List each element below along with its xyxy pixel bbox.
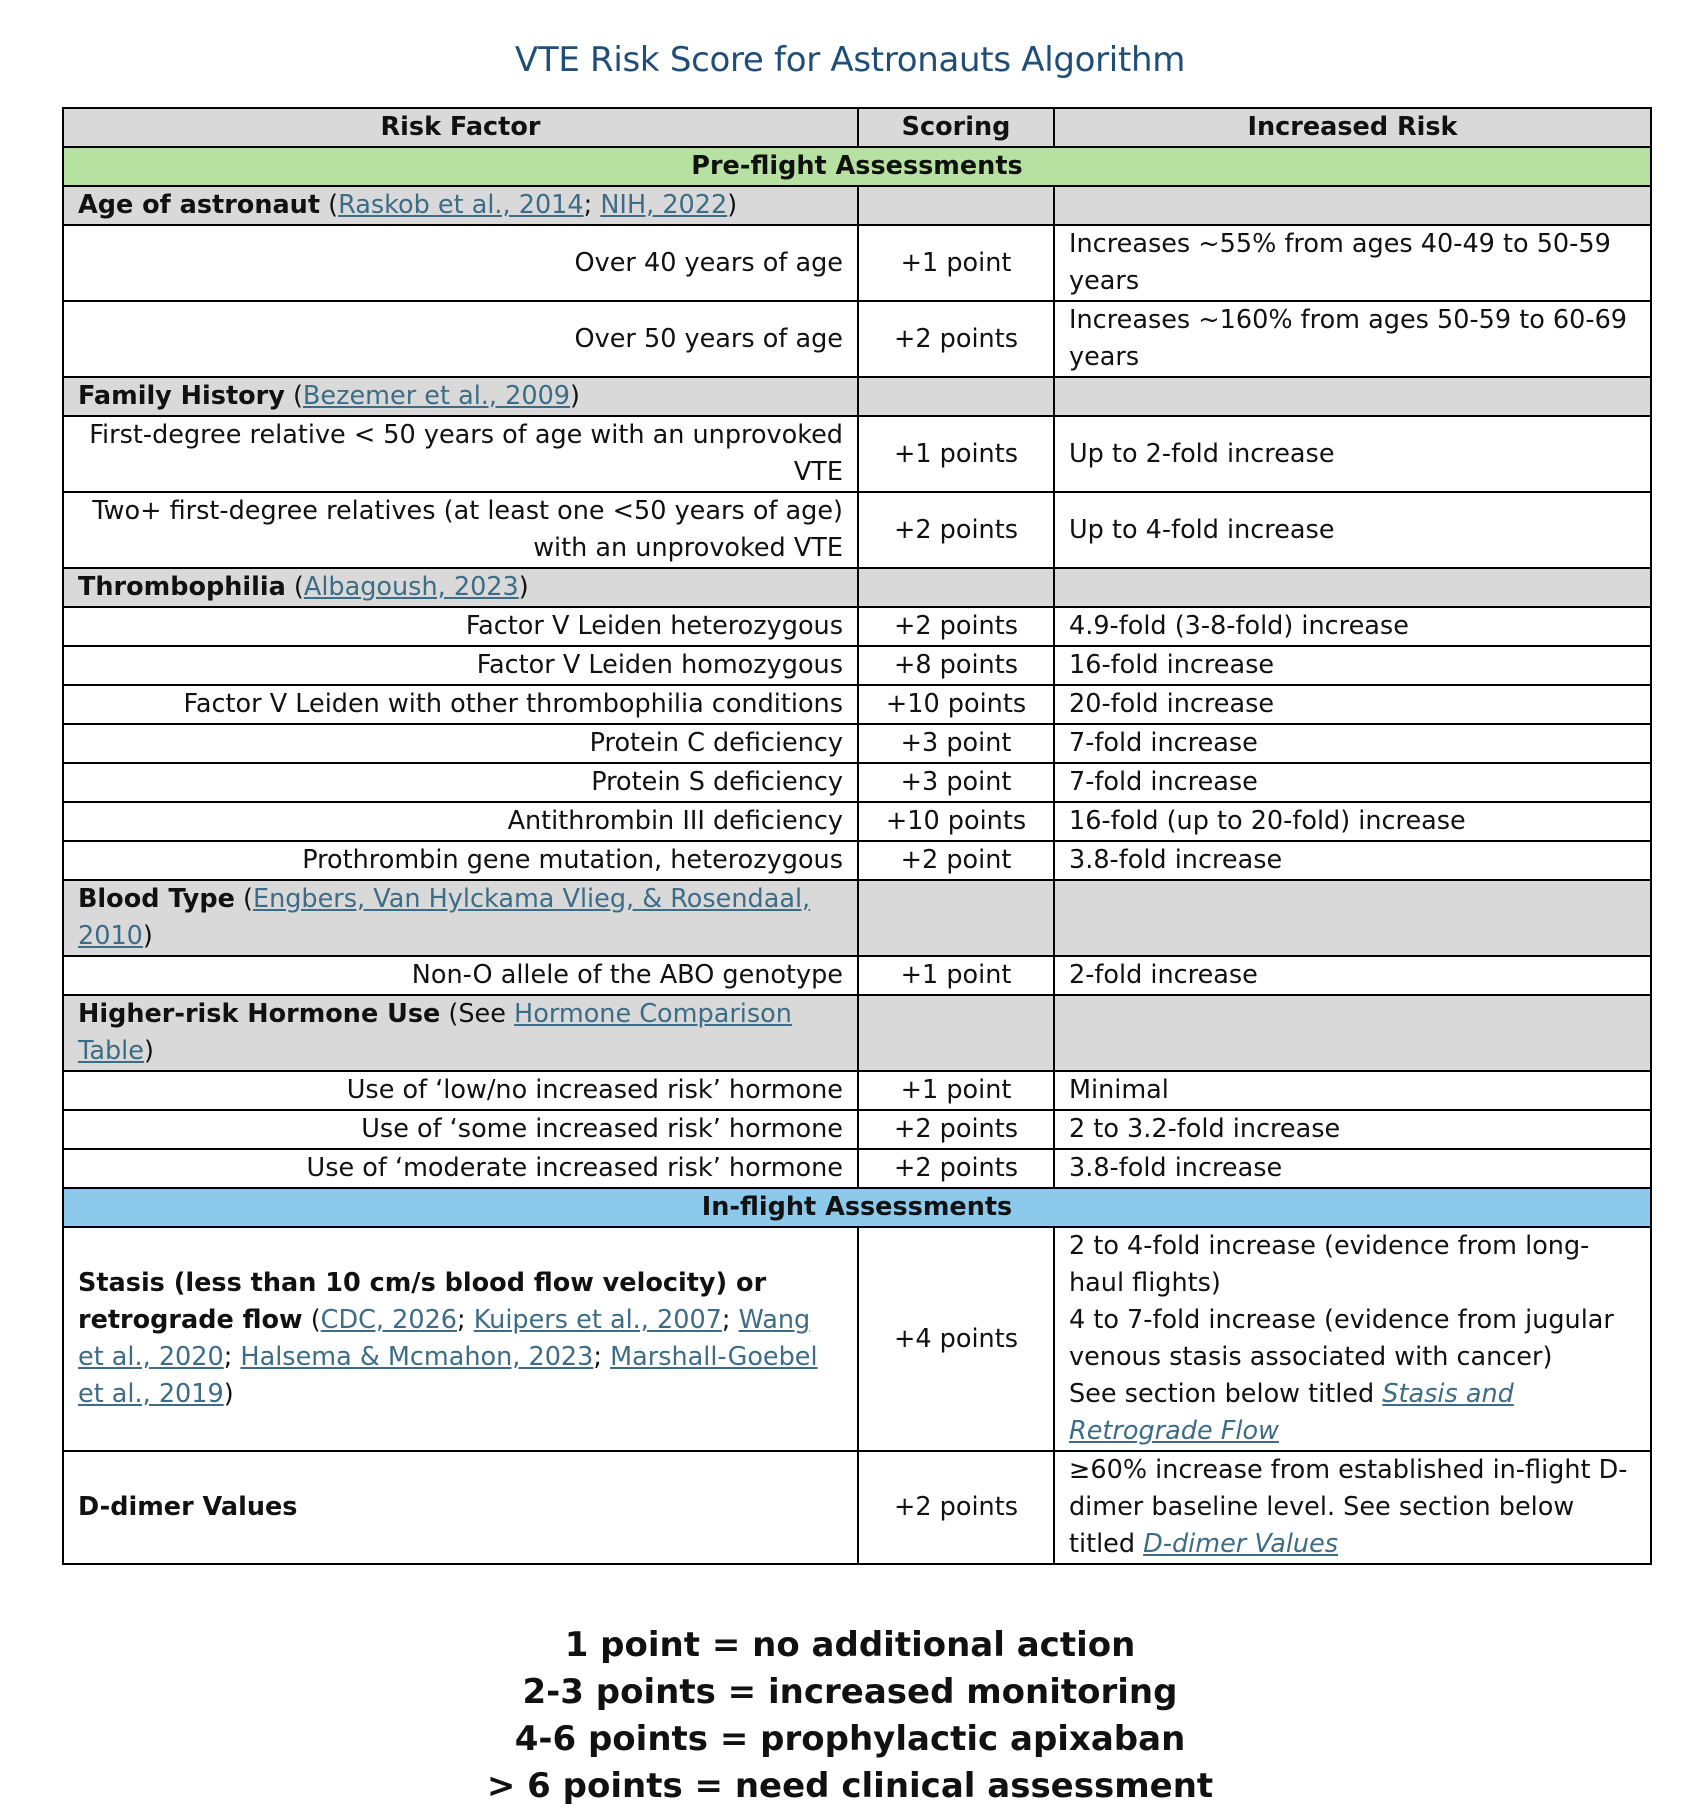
risk-text: ≥60% increase from established in-flight D-dimer baseline level. See section below titled xyxy=(1069,1455,1628,1559)
risk-cell xyxy=(1054,1451,1651,1564)
risk-cell: 2 to 3.2-fold increase xyxy=(1054,1110,1651,1149)
paren: ) xyxy=(143,1036,154,1066)
risk-cell: Up to 4-fold increase xyxy=(1054,492,1651,568)
category-label: Blood Type xyxy=(78,884,235,914)
risk-cell: Increases ~160% from ages 50-59 to 60-69 years xyxy=(1054,301,1651,377)
paren: ( xyxy=(302,1305,321,1335)
category-hormone xyxy=(63,995,858,1071)
table-row xyxy=(63,802,1651,841)
ddimer-factor-cell: D-dimer Values xyxy=(63,1451,858,1564)
score-cell: +10 points xyxy=(858,685,1054,724)
risk-cell: 7-fold increase xyxy=(1054,724,1651,763)
paren: ( xyxy=(320,190,339,220)
score-cell: +4 points xyxy=(858,1227,1054,1451)
risk-cell: 4.9-fold (3-8-fold) increase xyxy=(1054,607,1651,646)
paren: ) xyxy=(223,1379,234,1409)
paren: (See xyxy=(440,999,515,1029)
table-row xyxy=(63,956,1651,995)
paren: ) xyxy=(727,190,738,220)
risk-cell: 3.8-fold increase xyxy=(1054,1149,1651,1188)
empty-cell xyxy=(858,377,1054,416)
table-row xyxy=(63,1110,1651,1149)
factor-cell: Factor V Leiden with other thrombophilia conditions xyxy=(63,685,858,724)
score-cell: +3 point xyxy=(858,724,1054,763)
category-label: Thrombophilia xyxy=(78,572,286,602)
header-scoring: Scoring xyxy=(858,108,1054,147)
citation-link[interactable]: Wang et al., 2020 xyxy=(78,1305,811,1372)
legend-line: 1 point = no additional action xyxy=(564,1625,1136,1665)
table-row xyxy=(63,763,1651,802)
table-row xyxy=(63,646,1651,685)
category-blood-type xyxy=(63,880,858,956)
header-risk-factor: Risk Factor xyxy=(63,108,858,147)
paren: ( xyxy=(284,381,303,411)
score-cell: +2 points xyxy=(858,492,1054,568)
legend-line: > 6 points = need clinical assessment xyxy=(486,1766,1214,1806)
header-row xyxy=(63,108,1651,147)
table-row xyxy=(63,841,1651,880)
empty-cell xyxy=(1054,995,1651,1071)
table-row xyxy=(63,492,1651,568)
header-increased-risk: Increased Risk xyxy=(1054,108,1651,147)
separator: ; xyxy=(721,1305,739,1335)
table-row xyxy=(63,416,1651,492)
score-cell: +1 points xyxy=(858,416,1054,492)
category-label: Higher-risk Hormone Use xyxy=(78,999,441,1029)
score-cell: +3 point xyxy=(858,763,1054,802)
factor-cell: Use of ‘moderate increased risk’ hormone xyxy=(63,1149,858,1188)
separator: ; xyxy=(223,1342,241,1372)
score-cell: +2 point xyxy=(858,841,1054,880)
category-family xyxy=(63,377,858,416)
factor-cell: Non-O allele of the ABO genotype xyxy=(63,956,858,995)
citation-link[interactable]: Halsema & Mcmahon, 2023 xyxy=(240,1342,594,1372)
risk-cell: 2-fold increase xyxy=(1054,956,1651,995)
factor-cell: Factor V Leiden heterozygous xyxy=(63,607,858,646)
category-row-thrombophilia xyxy=(63,568,1651,607)
citation-link[interactable]: Albagoush, 2023 xyxy=(303,572,519,602)
factor-cell: Over 40 years of age xyxy=(63,225,858,301)
score-cell: +2 points xyxy=(858,1451,1054,1564)
table-row xyxy=(63,225,1651,301)
risk-cell xyxy=(1054,1227,1651,1451)
category-label: Age of astronaut xyxy=(78,190,321,220)
hormone-table-link[interactable]: Hormone Comparison Table xyxy=(78,999,792,1066)
separator: ; xyxy=(583,190,601,220)
table-row xyxy=(63,301,1651,377)
table-row xyxy=(63,685,1651,724)
factor-cell: Protein S deficiency xyxy=(63,763,858,802)
factor-cell: Use of ‘low/no increased risk’ hormone xyxy=(63,1071,858,1110)
stasis-label: Stasis (less than 10 cm/s blood flow velocity) or retrograde flow xyxy=(78,1268,767,1335)
factor-cell: Over 50 years of age xyxy=(63,301,858,377)
factor-cell: Prothrombin gene mutation, heterozygous xyxy=(63,841,858,880)
factor-cell: First-degree relative < 50 years of age with an unprovoked VTE xyxy=(63,416,858,492)
factor-cell: Use of ‘some increased risk’ hormone xyxy=(63,1110,858,1149)
stasis-section-link[interactable]: Stasis and Retrograde Flow xyxy=(1069,1379,1514,1446)
risk-line: 2 to 4-fold increase (evidence from long-haul flights) xyxy=(1069,1231,1590,1298)
citation-link[interactable]: Engbers, Van Hylckama Vlieg, & Rosendaal, 2010 xyxy=(78,884,811,951)
empty-cell xyxy=(858,568,1054,607)
paren: ) xyxy=(518,572,529,602)
risk-line: 4 to 7-fold increase (evidence from jugular venous stasis associated with cancer) xyxy=(1069,1305,1614,1372)
score-legend xyxy=(0,1622,1700,1810)
risk-line xyxy=(1069,1376,1636,1450)
category-row-blood-type xyxy=(63,880,1651,956)
table-row xyxy=(63,724,1651,763)
paren: ( xyxy=(285,572,304,602)
category-age xyxy=(63,186,858,225)
paren: ( xyxy=(234,884,253,914)
empty-cell xyxy=(1054,568,1651,607)
risk-cell: 20-fold increase xyxy=(1054,685,1651,724)
table-row xyxy=(63,1071,1651,1110)
table-row-ddimer xyxy=(63,1451,1651,1564)
factor-cell: Protein C deficiency xyxy=(63,724,858,763)
risk-cell: Minimal xyxy=(1054,1071,1651,1110)
paren: ) xyxy=(142,921,153,951)
table-row-stasis xyxy=(63,1227,1651,1451)
empty-cell xyxy=(858,186,1054,225)
risk-cell: Increases ~55% from ages 40-49 to 50-59 years xyxy=(1054,225,1651,301)
separator: ; xyxy=(457,1305,474,1335)
empty-cell xyxy=(1054,880,1651,956)
table-row xyxy=(63,607,1651,646)
section-preflight xyxy=(63,147,1651,186)
citation-link[interactable]: Marshall-Goebel et al., 2019 xyxy=(78,1342,818,1409)
citation-link[interactable]: Kuipers et al., 2007 xyxy=(473,1305,722,1335)
page-title: VTE Risk Score for Astronauts Algorithm xyxy=(514,40,1186,80)
score-cell: +10 points xyxy=(858,802,1054,841)
score-cell: +1 point xyxy=(858,225,1054,301)
score-cell: +2 points xyxy=(858,1110,1054,1149)
empty-cell xyxy=(858,995,1054,1071)
section-preflight-label: Pre-flight Assessments xyxy=(63,147,1651,186)
category-thrombophilia xyxy=(63,568,858,607)
factor-cell: Two+ first-degree relatives (at least one <50 years of age) with an unprovoked VTE xyxy=(63,492,858,568)
citation-link[interactable]: CDC, 2026 xyxy=(320,1305,458,1335)
stasis-factor-cell xyxy=(63,1227,858,1451)
category-row-hormone xyxy=(63,995,1651,1071)
score-cell: +2 points xyxy=(858,301,1054,377)
legend-line: 4-6 points = prophylactic apixaban xyxy=(514,1719,1186,1759)
citation-link[interactable]: NIH, 2022 xyxy=(600,190,728,220)
ddimer-section-link[interactable]: D-dimer Values xyxy=(1143,1529,1339,1559)
section-inflight-label: In-flight Assessments xyxy=(63,1188,1651,1227)
paren: ) xyxy=(570,381,580,411)
category-label: Family History xyxy=(78,381,285,411)
score-cell: +2 points xyxy=(858,607,1054,646)
empty-cell xyxy=(1054,186,1651,225)
legend-line: 2-3 points = increased monitoring xyxy=(522,1672,1178,1712)
risk-cell: 3.8-fold increase xyxy=(1054,841,1651,880)
risk-cell: 16-fold (up to 20-fold) increase xyxy=(1054,802,1651,841)
score-cell: +2 points xyxy=(858,1149,1054,1188)
factor-cell: Factor V Leiden homozygous xyxy=(63,646,858,685)
citation-link[interactable]: Bezemer et al., 2009 xyxy=(302,381,571,411)
citation-link[interactable]: Raskob et al., 2014 xyxy=(338,190,584,220)
table-row xyxy=(63,1149,1651,1188)
score-cell: +8 points xyxy=(858,646,1054,685)
factor-cell: Antithrombin III deficiency xyxy=(63,802,858,841)
risk-cell: 7-fold increase xyxy=(1054,763,1651,802)
category-row-age xyxy=(63,186,1651,225)
separator: ; xyxy=(593,1342,611,1372)
score-cell: +1 point xyxy=(858,956,1054,995)
empty-cell xyxy=(858,880,1054,956)
vte-risk-table xyxy=(62,107,1652,1565)
section-inflight xyxy=(63,1188,1651,1227)
empty-cell xyxy=(1054,377,1651,416)
score-cell: +1 point xyxy=(858,1071,1054,1110)
category-row-family xyxy=(63,377,1651,416)
risk-cell: Up to 2-fold increase xyxy=(1054,416,1651,492)
risk-cell: 16-fold increase xyxy=(1054,646,1651,685)
risk-text: See section below titled xyxy=(1069,1379,1383,1409)
